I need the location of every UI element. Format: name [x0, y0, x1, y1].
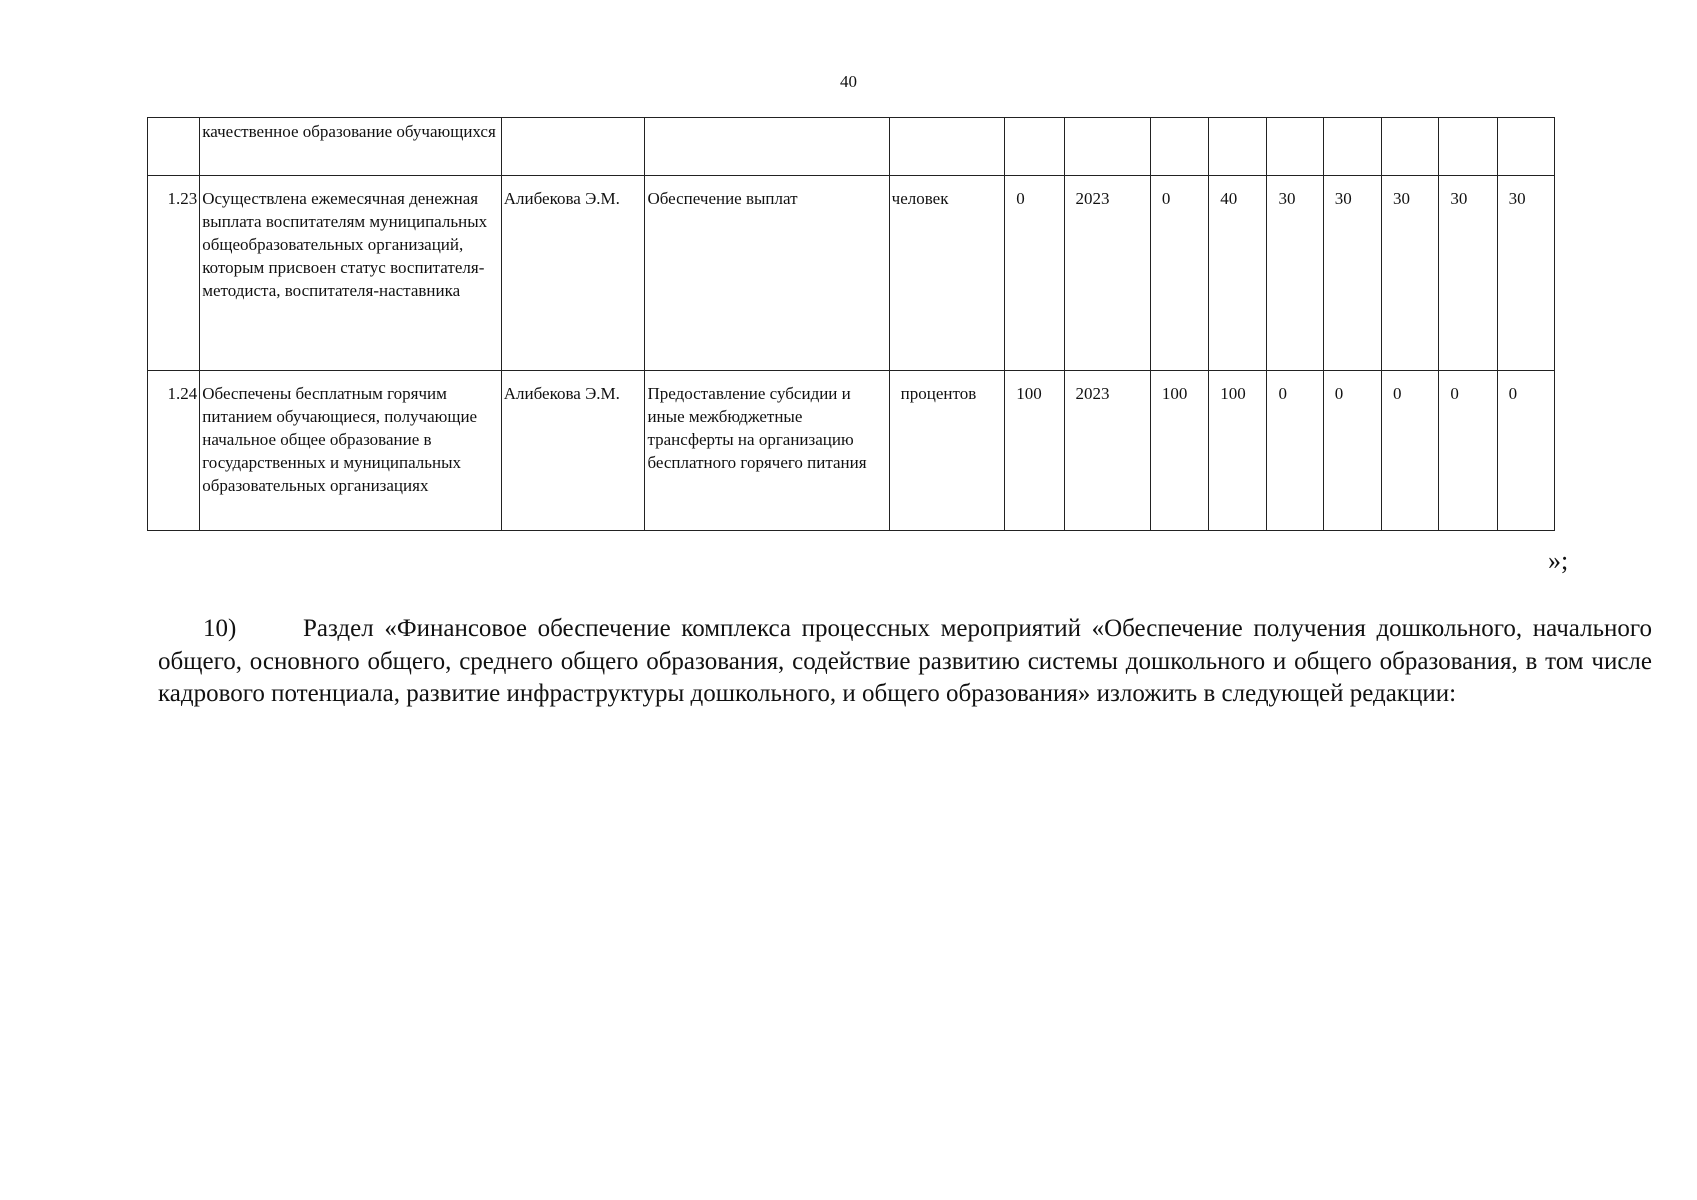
- row-value-1: [1150, 118, 1208, 176]
- row-value-7: 0: [1497, 371, 1554, 531]
- row-unit: человек: [889, 176, 1005, 371]
- row-value-2: [1209, 118, 1267, 176]
- row-value-5: 0: [1382, 371, 1439, 531]
- row-value-1: 0: [1150, 176, 1208, 371]
- row-value-5: 30: [1382, 176, 1439, 371]
- row-value-6: [1439, 118, 1497, 176]
- row-name: качественное образование обучающихся: [200, 118, 502, 176]
- table-row: [148, 176, 1555, 371]
- row-value-3: 0: [1267, 371, 1323, 531]
- row-index: [148, 118, 200, 176]
- row-value-1: 100: [1150, 371, 1208, 531]
- row-responsible: [501, 118, 645, 176]
- row-value-2: 40: [1209, 176, 1267, 371]
- row-measure: Предоставление субсидии и иные межбюджетные трансферты на организацию бесплатного горячего питания: [645, 371, 889, 531]
- row-base-value: 0: [1005, 176, 1064, 371]
- paragraph-number: 10): [203, 615, 237, 642]
- row-value-4: 0: [1323, 371, 1381, 531]
- row-value-3: [1267, 118, 1323, 176]
- table-row: [148, 118, 1555, 176]
- row-value-6: 0: [1439, 371, 1497, 531]
- row-value-7: [1497, 118, 1554, 176]
- closing-quote: »;: [1548, 546, 1569, 575]
- row-measure: Обеспечение выплат: [645, 176, 889, 371]
- table-row: [148, 371, 1555, 531]
- row-value-5: [1382, 118, 1439, 176]
- row-value-4: 30: [1323, 176, 1381, 371]
- row-value-7: 30: [1497, 176, 1554, 371]
- row-base-year: [1064, 118, 1150, 176]
- row-value-4: [1323, 118, 1381, 176]
- row-responsible: Алибекова Э.М.: [501, 371, 645, 531]
- row-base-year: 2023: [1064, 176, 1150, 371]
- row-value-3: 30: [1267, 176, 1323, 371]
- indicators-table: [147, 117, 1555, 531]
- row-index: 1.23: [148, 176, 200, 371]
- row-value-2: 100: [1209, 371, 1267, 531]
- page-number: 40: [840, 72, 857, 91]
- row-index: 1.24: [148, 371, 200, 531]
- row-measure: [645, 118, 889, 176]
- row-base-value: [1005, 118, 1064, 176]
- row-base-value: 100: [1005, 371, 1064, 531]
- row-unit: процентов: [889, 371, 1005, 531]
- row-responsible: Алибекова Э.М.: [501, 176, 645, 371]
- row-value-6: 30: [1439, 176, 1497, 371]
- paragraph-text: Раздел «Финансовое обеспечение комплекса процессных мероприятий «Обеспечение получения дошкольного, начального общего, основного общего, среднего общего образования, содействие развитию системы дошкольного и общего образования, в том числе кадрового потенциала, развитие инфраструктуры дошкольного, и общего образования» изложить в следующей редакции:: [158, 615, 1652, 707]
- indicators-table-wrapper: [147, 117, 1555, 531]
- row-unit: [889, 118, 1005, 176]
- row-base-year: 2023: [1064, 371, 1150, 531]
- section-paragraph: [158, 613, 1652, 711]
- row-name: Обеспечены бесплатным горячим питанием обучающиеся, получающие начальное общее образование в государственных и муниципальных образовательных организациях: [200, 371, 502, 531]
- row-name: Осуществлена ежемесячная денежная выплата воспитателям муниципальных общеобразовательных организаций, которым присвоен статус воспитателя-методиста, воспитателя-наставника: [200, 176, 502, 371]
